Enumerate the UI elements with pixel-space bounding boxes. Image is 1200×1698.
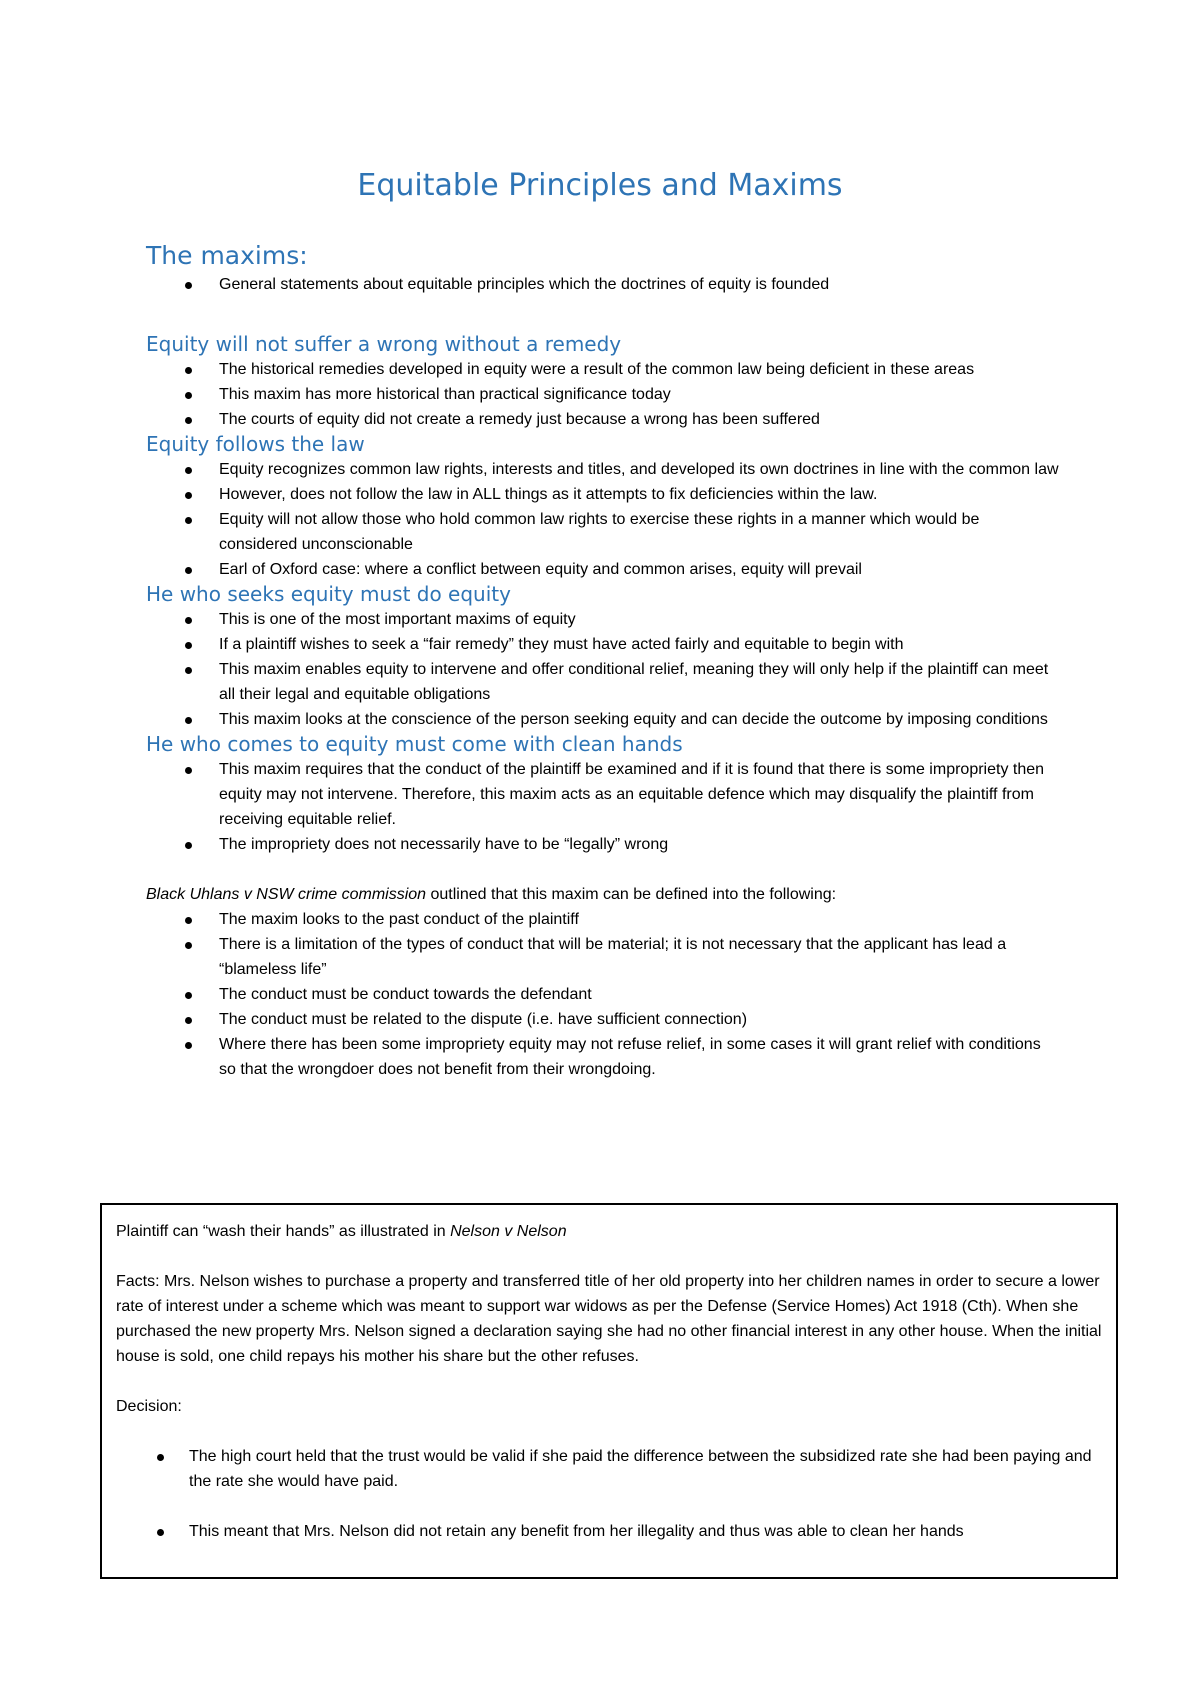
- list-item: There is a limitation of the types of conduct that will be material; it is not necessary that the applicant has lead a “blameless life”: [0, 932, 1200, 982]
- maxims-sections: [0, 332, 1200, 1082]
- case-study-title: [116, 1219, 1102, 1244]
- maxim-heading-remedy: Equity will not suffer a wrong without a remedy: [146, 332, 622, 356]
- list-item: Earl of Oxford case: where a conflict between equity and common arises, equity will prevail: [0, 557, 1200, 582]
- case-bullet-list: [0, 907, 1200, 1082]
- case-intro: [0, 882, 1200, 907]
- page-title: Equitable Principles and Maxims: [357, 168, 843, 203]
- list-item: Equity recognizes common law rights, interests and titles, and developed its own doctrines in line with the common law: [0, 457, 1200, 482]
- case-study-title-text: Plaintiff can “wash their hands” as illustrated in: [116, 1223, 451, 1240]
- bullet-list: [0, 457, 1200, 582]
- list-item: This meant that Mrs. Nelson did not retain any benefit from her illegality and thus was able to clean her hands: [116, 1519, 1102, 1544]
- case-study-content: [116, 1219, 1102, 1544]
- maxim-heading-follows-law: Equity follows the law: [146, 432, 365, 456]
- intro-bullet-list: [0, 272, 1200, 297]
- spacer: [116, 1419, 1102, 1444]
- decision-bullet-list: [116, 1444, 1102, 1544]
- list-item: This maxim requires that the conduct of the plaintiff be examined and if it is found that there is some impropriety then equity may not intervene. Therefore, this maxim acts as an equitable defence which may disqualify the plaintiff from receiving equitable relief.: [0, 757, 1200, 832]
- list-item: However, does not follow the law in ALL things as it attempts to fix deficiencies within the law.: [0, 482, 1200, 507]
- case-name: Black Uhlans v NSW crime commission: [146, 886, 427, 903]
- list-item: If a plaintiff wishes to seek a “fair remedy” they must have acted fairly and equitable to begin with: [0, 632, 1200, 657]
- case-study-case-name: Nelson v Nelson: [450, 1223, 567, 1240]
- list-item: The high court held that the trust would be valid if she paid the difference between the subsidized rate she had been paying and the rate she would have paid.: [116, 1444, 1102, 1494]
- list-item: This maxim has more historical than practical significance today: [0, 382, 1200, 407]
- list-item: This is one of the most important maxims of equity: [0, 607, 1200, 632]
- list-item: Equity will not allow those who hold common law rights to exercise these rights in a manner which would be considered unconscionable: [0, 507, 1200, 557]
- list-item: The courts of equity did not create a remedy just because a wrong has been suffered: [0, 407, 1200, 432]
- list-item: The conduct must be related to the dispute (i.e. have sufficient connection): [0, 1007, 1200, 1032]
- bullet-list: [0, 357, 1200, 432]
- bullet-list: [0, 607, 1200, 732]
- list-item: The impropriety does not necessarily have to be “legally” wrong: [0, 832, 1200, 857]
- case-study-facts: Facts: Mrs. Nelson wishes to purchase a property and transferred title of her old property into her children names in order to secure a lower rate of interest under a scheme which was meant to support war widows as per the Defense (Service Homes) Act 1918 (Cth). When she purchased the new property Mrs. Nelson signed a declaration saying she had no other financial interest in any other house. When the initial house is sold, one child repays his mother his share but the other refuses.: [116, 1273, 1102, 1365]
- section-heading-maxims: The maxims:: [146, 241, 308, 270]
- spacer: [116, 1369, 1102, 1394]
- case-intro-text: outlined that this maxim can be defined into the following:: [426, 886, 837, 903]
- list-item: The historical remedies developed in equity were a result of the common law being deficient in these areas: [0, 357, 1200, 382]
- intro-list-block: [0, 272, 1200, 297]
- spacer: [116, 1244, 1102, 1269]
- spacer: [116, 1494, 1102, 1519]
- list-item: Where there has been some impropriety equity may not refuse relief, in some cases it will grant relief with conditions so that the wrongdoer does not benefit from their wrongdoing.: [0, 1032, 1200, 1082]
- bullet-list: [0, 757, 1200, 857]
- case-study-box: [100, 1203, 1118, 1579]
- spacer: [0, 857, 1200, 882]
- list-item: General statements about equitable principles which the doctrines of equity is founded: [0, 272, 1200, 297]
- list-item: The maxim looks to the past conduct of the plaintiff: [0, 907, 1200, 932]
- case-study-decision-label: Decision:: [116, 1398, 182, 1415]
- list-item: The conduct must be conduct towards the defendant: [0, 982, 1200, 1007]
- list-item: This maxim enables equity to intervene and offer conditional relief, meaning they will only help if the plaintiff can meet all their legal and equitable obligations: [0, 657, 1200, 707]
- list-item: This maxim looks at the conscience of the person seeking equity and can decide the outcome by imposing conditions: [0, 707, 1200, 732]
- maxim-heading-clean-hands: He who comes to equity must come with clean hands: [146, 732, 683, 756]
- maxim-heading-do-equity: He who seeks equity must do equity: [146, 582, 511, 606]
